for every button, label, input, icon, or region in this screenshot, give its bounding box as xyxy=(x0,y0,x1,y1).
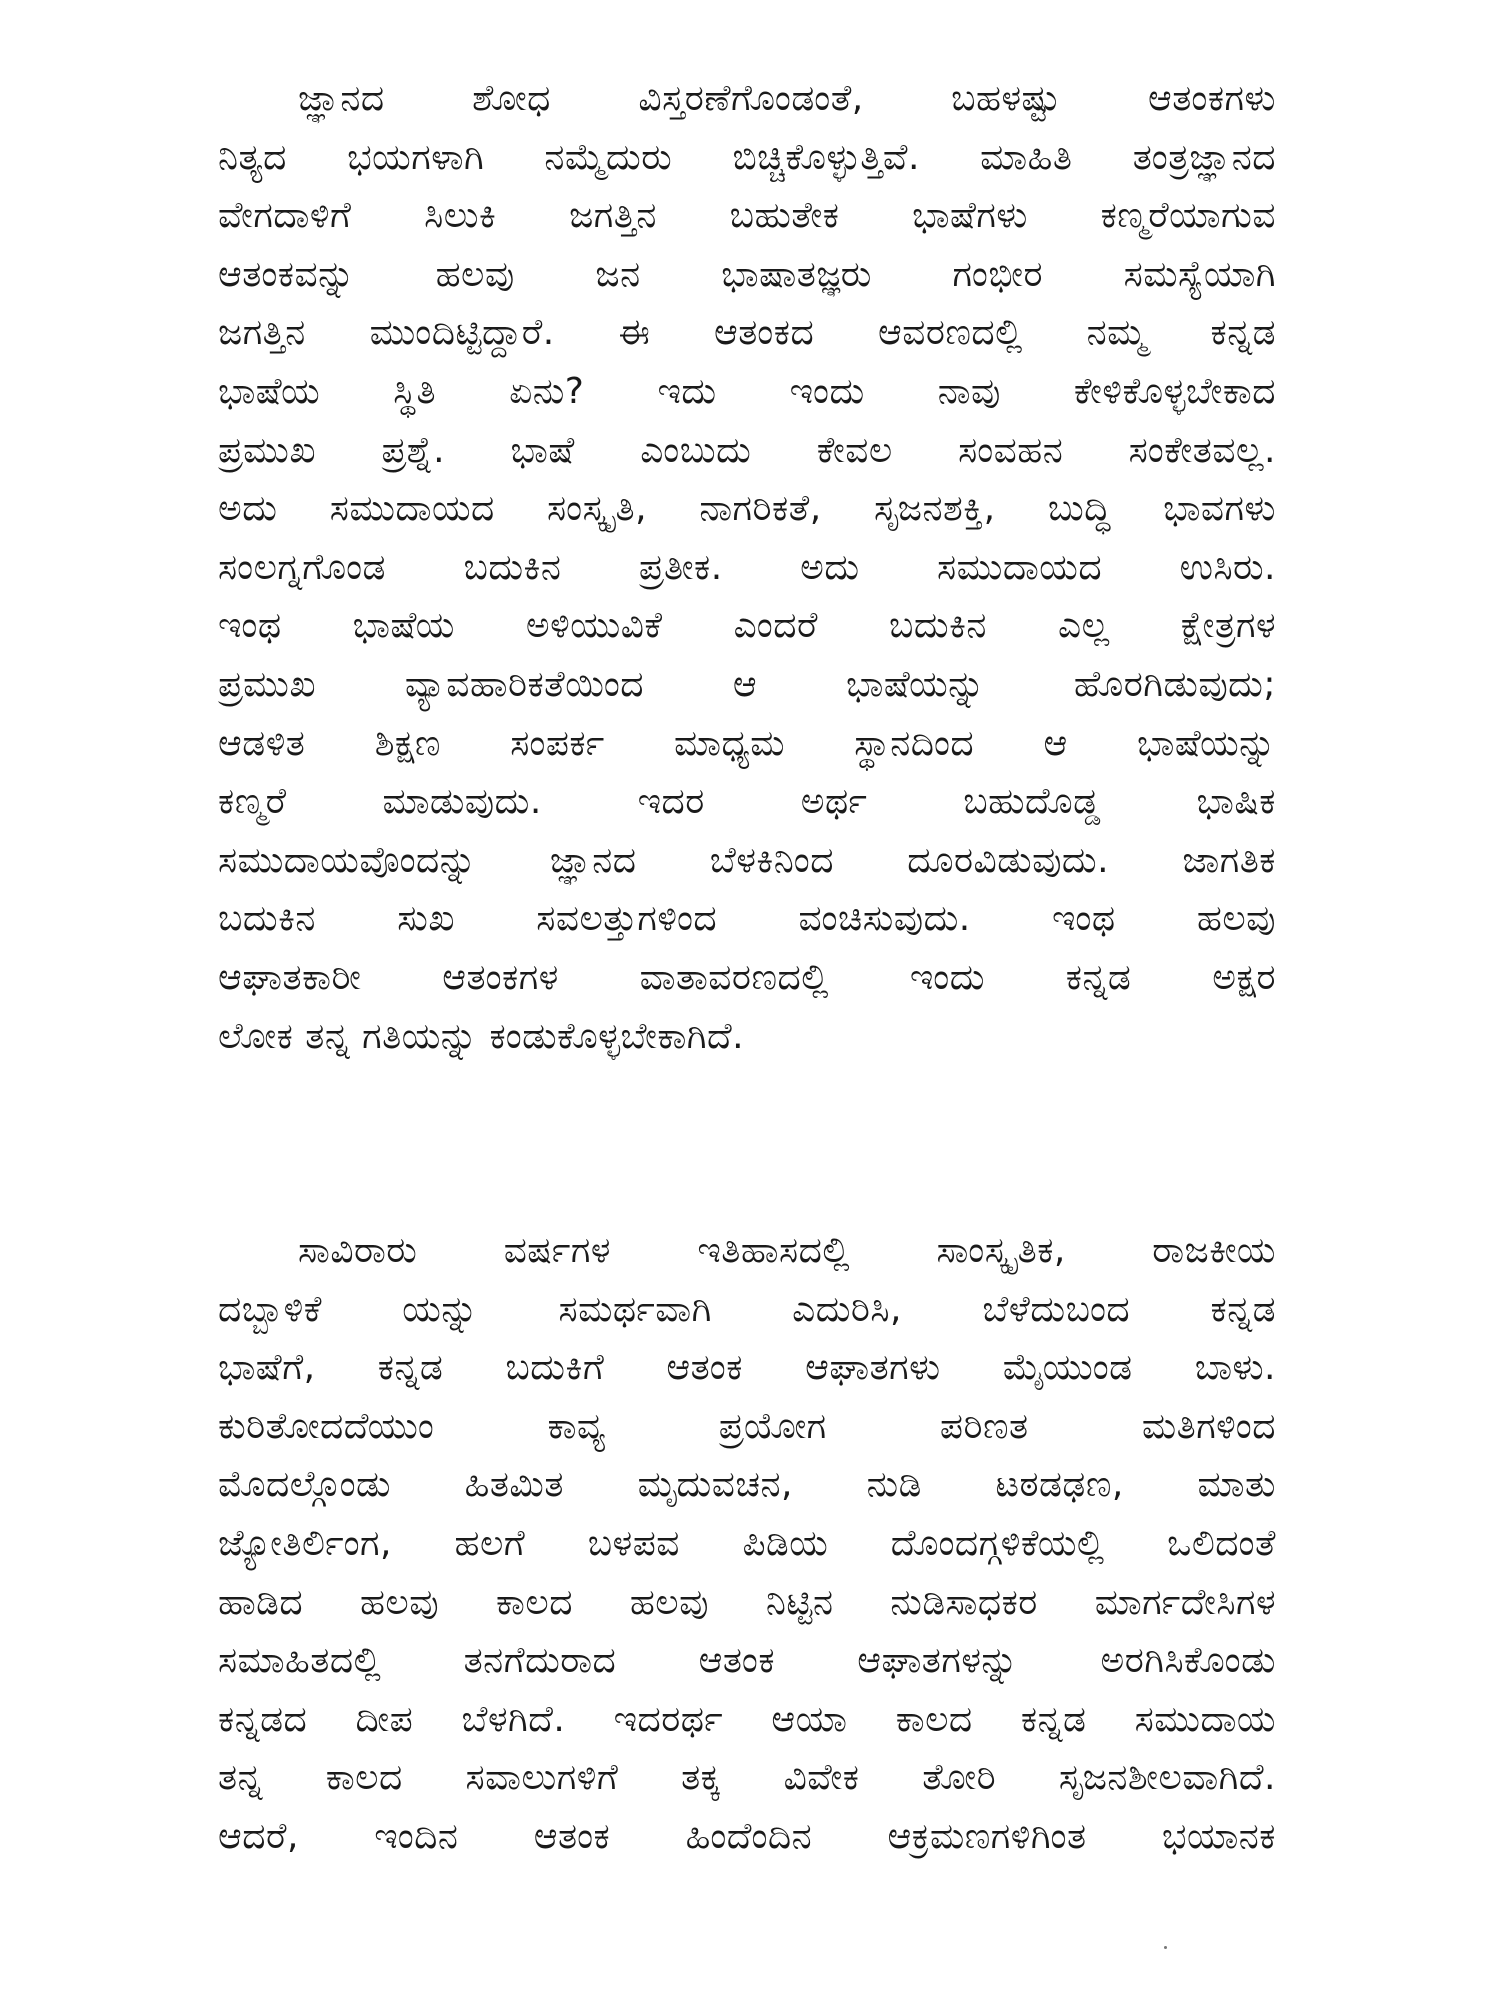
text-line: ಇಂಥ ಭಾಷೆಯ ಅಳಿಯುವಿಕೆ ಎಂದರೆ ಬದುಕಿನ ಎಲ್ಲ ಕ್ಷೇತ್ರಗಳ xyxy=(218,605,1276,647)
text-line: ಆತಂಕವನ್ನು ಹಲವು ಜನ ಭಾಷಾತಜ್ಞರು ಗಂಭೀರ ಸಮಸ್ಯೆಯಾಗಿ xyxy=(218,253,1276,295)
text-line: ಸಮಾಹಿತದಲ್ಲಿ ತನಗೆದುರಾದ ಆತಂಕ ಆಘಾತಗಳನ್ನು ಅರಗಿಸಿಕೊಂಡು xyxy=(218,1640,1276,1682)
text-line: ಜ್ಯೋತಿರ್ಲಿಂಗ, ಹಲಗೆ ಬಳಪವ ಪಿಡಿಯ ದೊಂದಗ್ಗಳಿಕೆಯಲ್ಲಿ ಒಲಿದಂತೆ xyxy=(218,1522,1276,1564)
scan-speck xyxy=(1164,1946,1167,1949)
text-line: ನಿತ್ಯದ ಭಯಗಳಾಗಿ ನಮ್ಮೆದುರು ಬಿಚ್ಚಿಕೊಳ್ಳುತ್ತಿವೆ. ಮಾಹಿತಿ ತಂತ್ರಜ್ಞಾನದ xyxy=(218,136,1276,178)
text-line: ಆದರೆ, ಇಂದಿನ ಆತಂಕ ಹಿಂದೆಂದಿನ ಆಕ್ರಮಣಗಳಿಗಿಂತ ಭಯಾನಕ xyxy=(218,1815,1276,1857)
text-line: ಪ್ರಮುಖ ವ್ಯಾವಹಾರಿಕತೆಯಿಂದ ಆ ಭಾಷೆಯನ್ನು ಹೊರಗಿಡುವುದು; xyxy=(218,663,1276,705)
text-line: ಜಗತ್ತಿನ ಮುಂದಿಟ್ಟಿದ್ದಾರೆ. ಈ ಆತಂಕದ ಆವರಣದಲ್ಲಿ ನಮ್ಮ ಕನ್ನಡ xyxy=(218,312,1276,354)
text-line: ಕಣ್ಮರೆ ಮಾಡುವುದು. ಇದರ ಅರ್ಥ ಬಹುದೊಡ್ಡ ಭಾಷಿಕ xyxy=(218,781,1276,823)
text-line: ಕನ್ನಡದ ದೀಪ ಬೆಳಗಿದೆ. ಇದರರ್ಥ ಆಯಾ ಕಾಲದ ಕನ್ನಡ ಸಮುದಾಯ xyxy=(218,1698,1276,1740)
text-line: ಅದು ಸಮುದಾಯದ ಸಂಸ್ಕೃತಿ, ನಾಗರಿಕತೆ, ಸೃಜನಶಕ್ತಿ, ಬುದ್ಧಿ ಭಾವಗಳು xyxy=(218,488,1276,530)
text-line: ತನ್ನ ಕಾಲದ ಸವಾಲುಗಳಿಗೆ ತಕ್ಕ ವಿವೇಕ ತೋರಿ ಸೃಜನಶೀಲವಾಗಿದೆ. xyxy=(218,1757,1276,1799)
text-line: ಭಾಷೆಗೆ, ಕನ್ನಡ ಬದುಕಿಗೆ ಆತಂಕ ಆಘಾತಗಳು ಮೈಯುಂಡ ಬಾಳು. xyxy=(218,1347,1276,1389)
text-line: ಸಮುದಾಯವೊಂದನ್ನು ಜ್ಞಾನದ ಬೆಳಕಿನಿಂದ ದೂರವಿಡುವುದು. ಜಾಗತಿಕ xyxy=(218,839,1276,881)
paragraph-2 xyxy=(218,1222,1276,1867)
text-line: ಹಾಡಿದ ಹಲವು ಕಾಲದ ಹಲವು ನಿಟ್ಟಿನ ನುಡಿಸಾಧಕರ ಮಾರ್ಗದೇಸಿಗಳ xyxy=(218,1581,1276,1623)
text-line: ಆಘಾತಕಾರೀ ಆತಂಕಗಳ ವಾತಾವರಣದಲ್ಲಿ ಇಂದು ಕನ್ನಡ ಅಕ್ಷರ xyxy=(218,956,1276,998)
text-line: ವೇಗದಾಳಿಗೆ ಸಿಲುಕಿ ಜಗತ್ತಿನ ಬಹುತೇಕ ಭಾಷೆಗಳು ಕಣ್ಮರೆಯಾಗುವ xyxy=(218,195,1276,237)
text-line: ಸಾವಿರಾರು ವರ್ಷಗಳ ಇತಿಹಾಸದಲ್ಲಿ ಸಾಂಸ್ಕೃತಿಕ, ರಾಜಕೀಯ xyxy=(298,1230,1276,1271)
text-line: ಬದುಕಿನ ಸುಖ ಸವಲತ್ತುಗಳಿಂದ ವಂಚಿಸುವುದು. ಇಂಥ ಹಲವು xyxy=(218,898,1276,940)
paragraph-1 xyxy=(218,70,1276,1066)
text-line: ಸಂಲಗ್ನಗೊಂಡ ಬದುಕಿನ ಪ್ರತೀಕ. ಅದು ಸಮುದಾಯದ ಉಸಿರು. xyxy=(218,546,1276,588)
text-line: ಆಡಳಿತ ಶಿಕ್ಷಣ ಸಂಪರ್ಕ ಮಾಧ್ಯಮ ಸ್ಥಾನದಿಂದ ಆ ಭಾಷೆಯನ್ನು xyxy=(218,722,1276,764)
text-line: ಕುರಿತೋದದೆಯುಂ ಕಾವ್ಯ ಪ್ರಯೋಗ ಪರಿಣತ ಮತಿಗಳಿಂದ xyxy=(218,1405,1276,1447)
text-line: ಮೊದಲ್ಗೊಂಡು ಹಿತಮಿತ ಮೃದುವಚನ, ನುಡಿ ಟಠಡಢಣ, ಮಾತು xyxy=(218,1464,1276,1506)
text-line: ಭಾಷೆಯ ಸ್ಥಿತಿ ಏನು? ಇದು ಇಂದು ನಾವು ಕೇಳಿಕೊಳ್ಳಬೇಕಾದ xyxy=(218,370,1276,412)
text-line: ಲೋಕ ತನ್ನ ಗತಿಯನ್ನು ಕಂಡುಕೊಳ್ಳಬೇಕಾಗಿದೆ. xyxy=(218,1015,745,1057)
text-line: ದಬ್ಬಾಳಿಕೆ ಯನ್ನು ಸಮರ್ಥವಾಗಿ ಎದುರಿಸಿ, ಬೆಳೆದುಬಂದ ಕನ್ನಡ xyxy=(218,1288,1276,1330)
text-line: ಪ್ರಮುಖ ಪ್ರಶ್ನೆ. ಭಾಷೆ ಎಂಬುದು ಕೇವಲ ಸಂವಹನ ಸಂಕೇತವಲ್ಲ. xyxy=(218,429,1276,471)
text-line: ಜ್ಞಾನದ ಶೋಧ ವಿಸ್ತರಣೆಗೊಂಡಂತೆ, ಬಹಳಷ್ಟು ಆತಂಕಗಳು xyxy=(298,78,1276,119)
